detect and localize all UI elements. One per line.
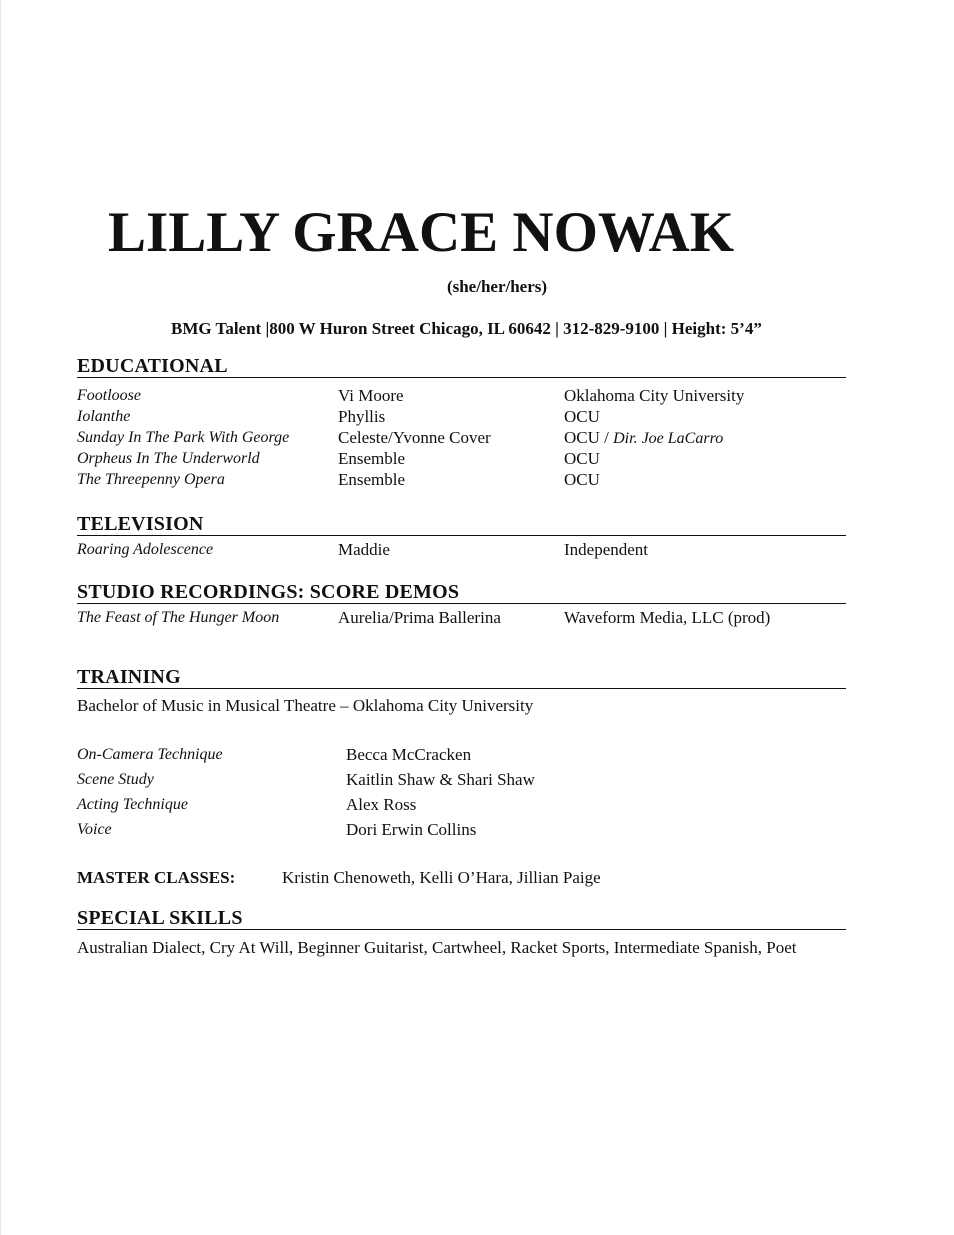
special-skills-text: Australian Dialect, Cry At Will, Beginner Guitarist, Cartwheel, Racket Sports, Intermediate Spanish, Poet xyxy=(77,938,797,957)
training-teacher: Kaitlin Shaw & Shari Shaw xyxy=(346,770,535,789)
credit-role: Ensemble xyxy=(338,449,406,468)
credit-venue: Waveform Media, LLC (prod) xyxy=(564,608,771,627)
credit-title: Sunday In The Park With George xyxy=(77,429,290,446)
credit-title: Orpheus In The Underworld xyxy=(77,450,260,467)
pronouns: (she/her/hers) xyxy=(446,277,548,296)
training-subject: Scene Study xyxy=(77,771,154,788)
section-heading-special-skills: SPECIAL SKILLS xyxy=(77,908,846,930)
training-teacher: Becca McCracken xyxy=(346,745,472,764)
credit-venue-with-director xyxy=(564,427,723,449)
credit-title: Iolanthe xyxy=(77,408,131,425)
credit-venue: OCU xyxy=(564,407,600,426)
training-teacher: Alex Ross xyxy=(346,795,417,814)
section-heading-studio-recordings: STUDIO RECORDINGS: SCORE DEMOS xyxy=(77,582,846,604)
section-heading-educational: EDUCATIONAL xyxy=(77,356,846,378)
training-teacher: Dori Erwin Collins xyxy=(346,820,477,839)
section-heading-television: TELEVISION xyxy=(77,514,846,536)
contact-line: BMG Talent |800 W Huron Street Chicago, IL 60642 | 312-829-9100 | Height: 5’4” xyxy=(171,319,762,338)
credit-title: Footloose xyxy=(77,387,141,404)
actor-name: LILLY GRACE NOWAK xyxy=(108,201,735,264)
credit-title: Roaring Adolescence xyxy=(77,541,214,558)
credit-role: Aurelia/Prima Ballerina xyxy=(338,608,501,627)
credit-venue: Independent xyxy=(564,540,649,559)
training-subject: Voice xyxy=(77,821,112,838)
credit-director: Dir. Joe LaCarro xyxy=(613,430,724,447)
training-subject: On-Camera Technique xyxy=(77,746,223,763)
credit-role: Vi Moore xyxy=(338,386,404,405)
master-classes-value: Kristin Chenoweth, Kelli O’Hara, Jillian Paige xyxy=(282,868,601,887)
credit-role: Maddie xyxy=(338,540,390,559)
training-subject: Acting Technique xyxy=(77,796,188,813)
master-classes-label: MASTER CLASSES: xyxy=(77,868,236,887)
credit-venue: OCU / xyxy=(564,428,614,447)
credit-venue: Oklahoma City University xyxy=(564,386,745,405)
section-heading-training: TRAINING xyxy=(77,667,846,689)
credit-title: The Feast of The Hunger Moon xyxy=(77,609,280,626)
credit-venue: OCU xyxy=(564,449,600,468)
page-edge xyxy=(0,0,1,1235)
credit-role: Phyllis xyxy=(338,407,386,426)
credit-role: Celeste/Yvonne Cover xyxy=(338,428,491,447)
credit-role: Ensemble xyxy=(338,470,406,489)
credit-venue: OCU xyxy=(564,470,600,489)
degree: Bachelor of Music in Musical Theatre – Oklahoma City University xyxy=(77,696,534,715)
credit-title: The Threepenny Opera xyxy=(77,471,225,488)
